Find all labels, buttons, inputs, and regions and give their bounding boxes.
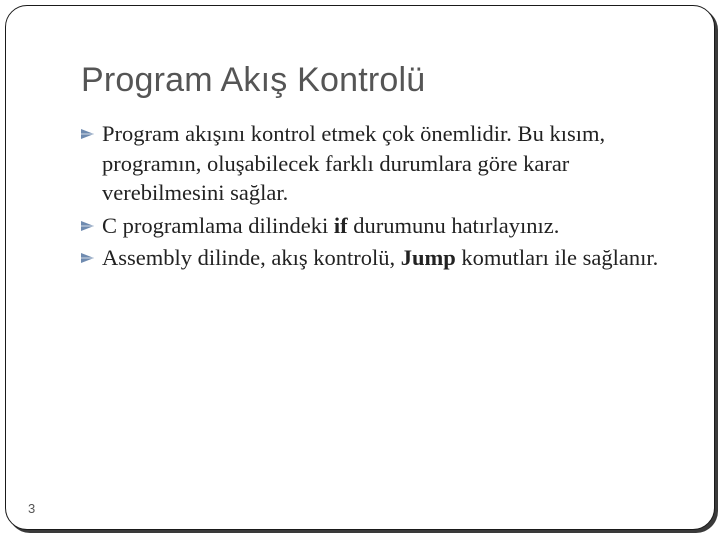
- bullet-text: Program akışını kontrol etmek çok önemlidir. Bu kısım, programın, oluşabilecek farklı durumlara göre karar verebilmesini sağlar.: [102, 121, 606, 205]
- bullet-keyword: if: [333, 212, 348, 238]
- bullet-text: Assembly dilinde, akış kontrolü,: [102, 245, 401, 270]
- bullet-text: komutları ile sağlanır.: [455, 245, 659, 270]
- bullet-item: [80, 119, 680, 208]
- arrow-bullet-icon: [81, 221, 94, 231]
- bullet-item: [80, 211, 680, 241]
- slide: [5, 5, 715, 530]
- arrow-bullet-icon: [81, 129, 94, 139]
- bullet-text: C programlama dilindeki: [102, 212, 334, 238]
- bullet-item: [80, 243, 680, 273]
- bullet-list: [80, 119, 680, 276]
- page-number: 3: [28, 501, 36, 516]
- arrow-bullet-icon: [81, 253, 94, 263]
- slide-title: Program Akış Kontrolü: [81, 61, 426, 99]
- bullet-text: durumunu hatırlayınız.: [347, 212, 560, 238]
- bullet-keyword: Jump: [400, 245, 456, 270]
